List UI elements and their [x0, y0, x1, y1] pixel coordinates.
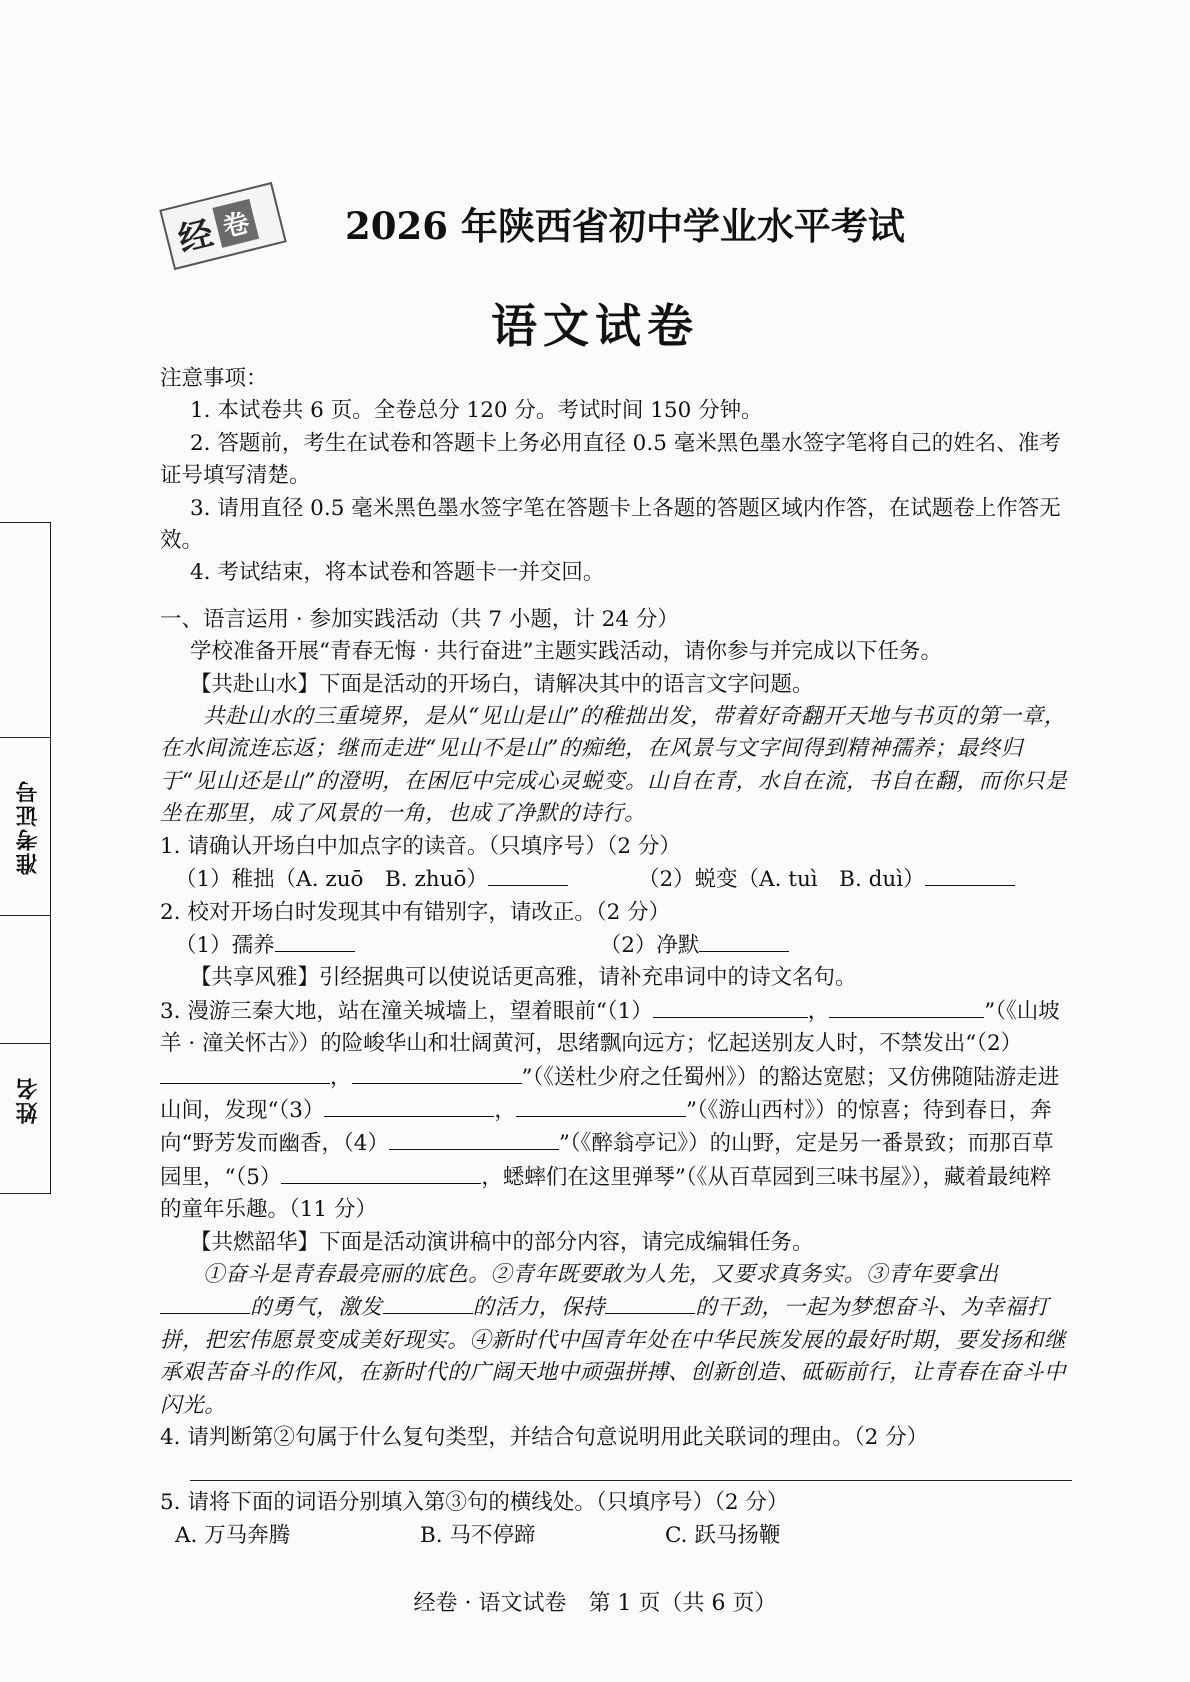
publisher-stamp: [159, 182, 287, 270]
q3-text: ”（《送杜少府之任蜀州》）的豁达宽慰；又仿佛随陆游走进山间，发现“（3）: [160, 1064, 1060, 1123]
section-heading: 一、语言运用 · 参加实践活动（共 7 小题，计 24 分）: [160, 606, 679, 632]
answer-blank[interactable]: [699, 929, 789, 952]
answer-blank[interactable]: [925, 863, 1015, 886]
q3-text: ，蟋蟀们在这里弹琴”（《从百草园到三味书屋》），藏着最纯粹的童年乐趣。（11 分）: [160, 1164, 1052, 1223]
question-5-options: [160, 1520, 1072, 1552]
speech-text: 的勇气，激发: [250, 1295, 383, 1321]
speech-text: ①奋斗是青春最亮丽的底色。②青年既要敢为人先，又要求真务实。③青年要拿出: [203, 1261, 999, 1287]
question-2: 2. 校对开场白时发现其中有错别字，请改正。（2 分）: [160, 899, 671, 925]
speech-passage: [160, 1259, 1072, 1422]
stamp-char-1: 经: [174, 212, 218, 260]
answer-blank[interactable]: [605, 1291, 695, 1314]
candidate-info-box: [0, 522, 51, 1194]
exam-subtitle: 语文试卷: [491, 299, 699, 353]
stamp-char-2: 卷: [212, 198, 259, 247]
question-3: [160, 995, 1072, 1227]
exam-content: [160, 363, 1072, 1552]
option-c: C. 跃马扬鞭: [665, 1522, 781, 1548]
option-a: A. 万马奔腾: [175, 1522, 291, 1548]
task-heading-1: 【共赴山水】下面是活动的开场白，请解决其中的语言文字问题。: [190, 671, 814, 697]
speech-text: 的活力，保持: [472, 1295, 606, 1321]
question-5: 5. 请将下面的词语分别填入第③句的横线处。（只填序号）（2 分）: [160, 1490, 789, 1516]
answer-blank[interactable]: [829, 995, 984, 1018]
answer-blank[interactable]: [389, 1127, 559, 1150]
answer-blank[interactable]: [352, 1061, 522, 1084]
q2-part-1: （1）孺养: [175, 932, 275, 958]
answer-blank[interactable]: [275, 929, 355, 952]
q3-text: ，: [807, 998, 830, 1024]
answer-blank[interactable]: [281, 1161, 481, 1184]
q3-text: 3. 漫游三秦大地，站在潼关城墙上，望着眼前“（1）: [160, 998, 653, 1024]
answer-blank[interactable]: [383, 1291, 473, 1314]
section-intro: 学校准备开展“青春无悔 · 共行奋进”主题实践活动，请你参与并完成以下任务。: [190, 639, 942, 665]
exam-title: 2026 年陕西省初中学业水平考试: [345, 204, 905, 248]
answer-line[interactable]: [190, 1460, 1072, 1481]
notice-item: 1. 本试卷共 6 页。全卷总分 120 分。考试时间 150 分钟。: [190, 398, 763, 424]
q2-part-2: （2）净默: [599, 932, 700, 958]
question-1-options: [160, 863, 1072, 896]
q3-text: ”（《游山西村》）的惊喜；待到春日，奔向“野芳发而幽香，（4）: [160, 1097, 1052, 1157]
answer-blank[interactable]: [516, 1094, 686, 1117]
answer-blank[interactable]: [160, 1061, 330, 1084]
divider: [0, 915, 50, 916]
exam-id-label: 准考证号: [15, 779, 41, 875]
option-b: B. 马不停蹄: [420, 1522, 536, 1548]
page-footer: 经卷 · 语文试卷 第 1 页（共 6 页）: [413, 1591, 777, 1616]
notice-heading: 注意事项：: [160, 366, 268, 391]
q3-text: ，: [330, 1064, 352, 1090]
answer-blank[interactable]: [324, 1094, 494, 1117]
q1-part-2: （2）蜕变（A. tuì B. duì）: [637, 867, 925, 893]
notice-item: 3. 请用直径 0.5 毫米黑色墨水签字笔在答题卡上各题的答题区域内作答，在试题卷上作答无效。: [160, 495, 1061, 554]
notice-item: 4. 考试结束，将本试卷和答题卡一并交回。: [190, 560, 605, 586]
task-heading-3: 【共燃韶华】下面是活动演讲稿中的部分内容，请完成编辑任务。: [190, 1229, 814, 1255]
opening-passage: 共赴山水的三重境界，是从“见山是山”的稚拙出发，带着好奇翻开天地与书页的第一章，在水间流连忘返；继而走进“见山不是山”的痴绝，在风景与文字间得到精神孺养；最终归于“见山还是山”的澄明，在困厄中完成心灵蜕变。山自在青，水自在流，书自在翻，而你只是坐在那里，成了风景的一角，也成了净默的诗行。: [160, 704, 1068, 827]
q3-text: ”（《醉翁亭记》）的山野，定是另一番景致；而那百草园里，“（5）: [160, 1131, 1054, 1190]
speech-text: 的干劲，一起为梦想奋斗、为幸福打拼，把宏伟愿景变成美好现实。④新时代中国青年处在中华民族发展的最好时期，要发扬和继承艰苦奋斗的作风，在新时代的广阔天地中顽强拼搏、创新创造、砥砺前行，让青春在奋斗中闪光。: [160, 1295, 1067, 1418]
q1-part-1: （1）稚拙（A. zuō B. zhuō）: [175, 867, 488, 893]
question-1: 1. 请确认开场白中加点字的读音。（只填序号）（2 分）: [160, 833, 681, 859]
question-4: 4. 请判断第②句属于什么复句类型，并结合句意说明用此关联词的理由。（2 分）: [160, 1425, 929, 1450]
question-2-items: [160, 929, 1072, 962]
answer-blank[interactable]: [160, 1291, 250, 1314]
divider: [0, 737, 50, 738]
answer-blank[interactable]: [488, 863, 568, 886]
q3-text: ”（《山坡羊 · 潼关怀古》）的险峻华山和壮阔黄河，思绪飘向远方；忆起送别友人时，不禁发出“（2）: [160, 998, 1060, 1057]
notice-item: 2. 答题前，考生在试卷和答题卡上务必用直径 0.5 毫米黑色墨水签字笔将自己的姓名、准考证号填写清楚。: [160, 430, 1061, 489]
task-heading-2: 【共享风雅】引经据典可以使说话更高雅，请补充串词中的诗文名句。: [190, 965, 857, 991]
q3-text: ，: [494, 1097, 516, 1123]
divider: [0, 1043, 50, 1044]
name-label: 姓名: [15, 1076, 41, 1124]
answer-blank[interactable]: [653, 995, 808, 1018]
